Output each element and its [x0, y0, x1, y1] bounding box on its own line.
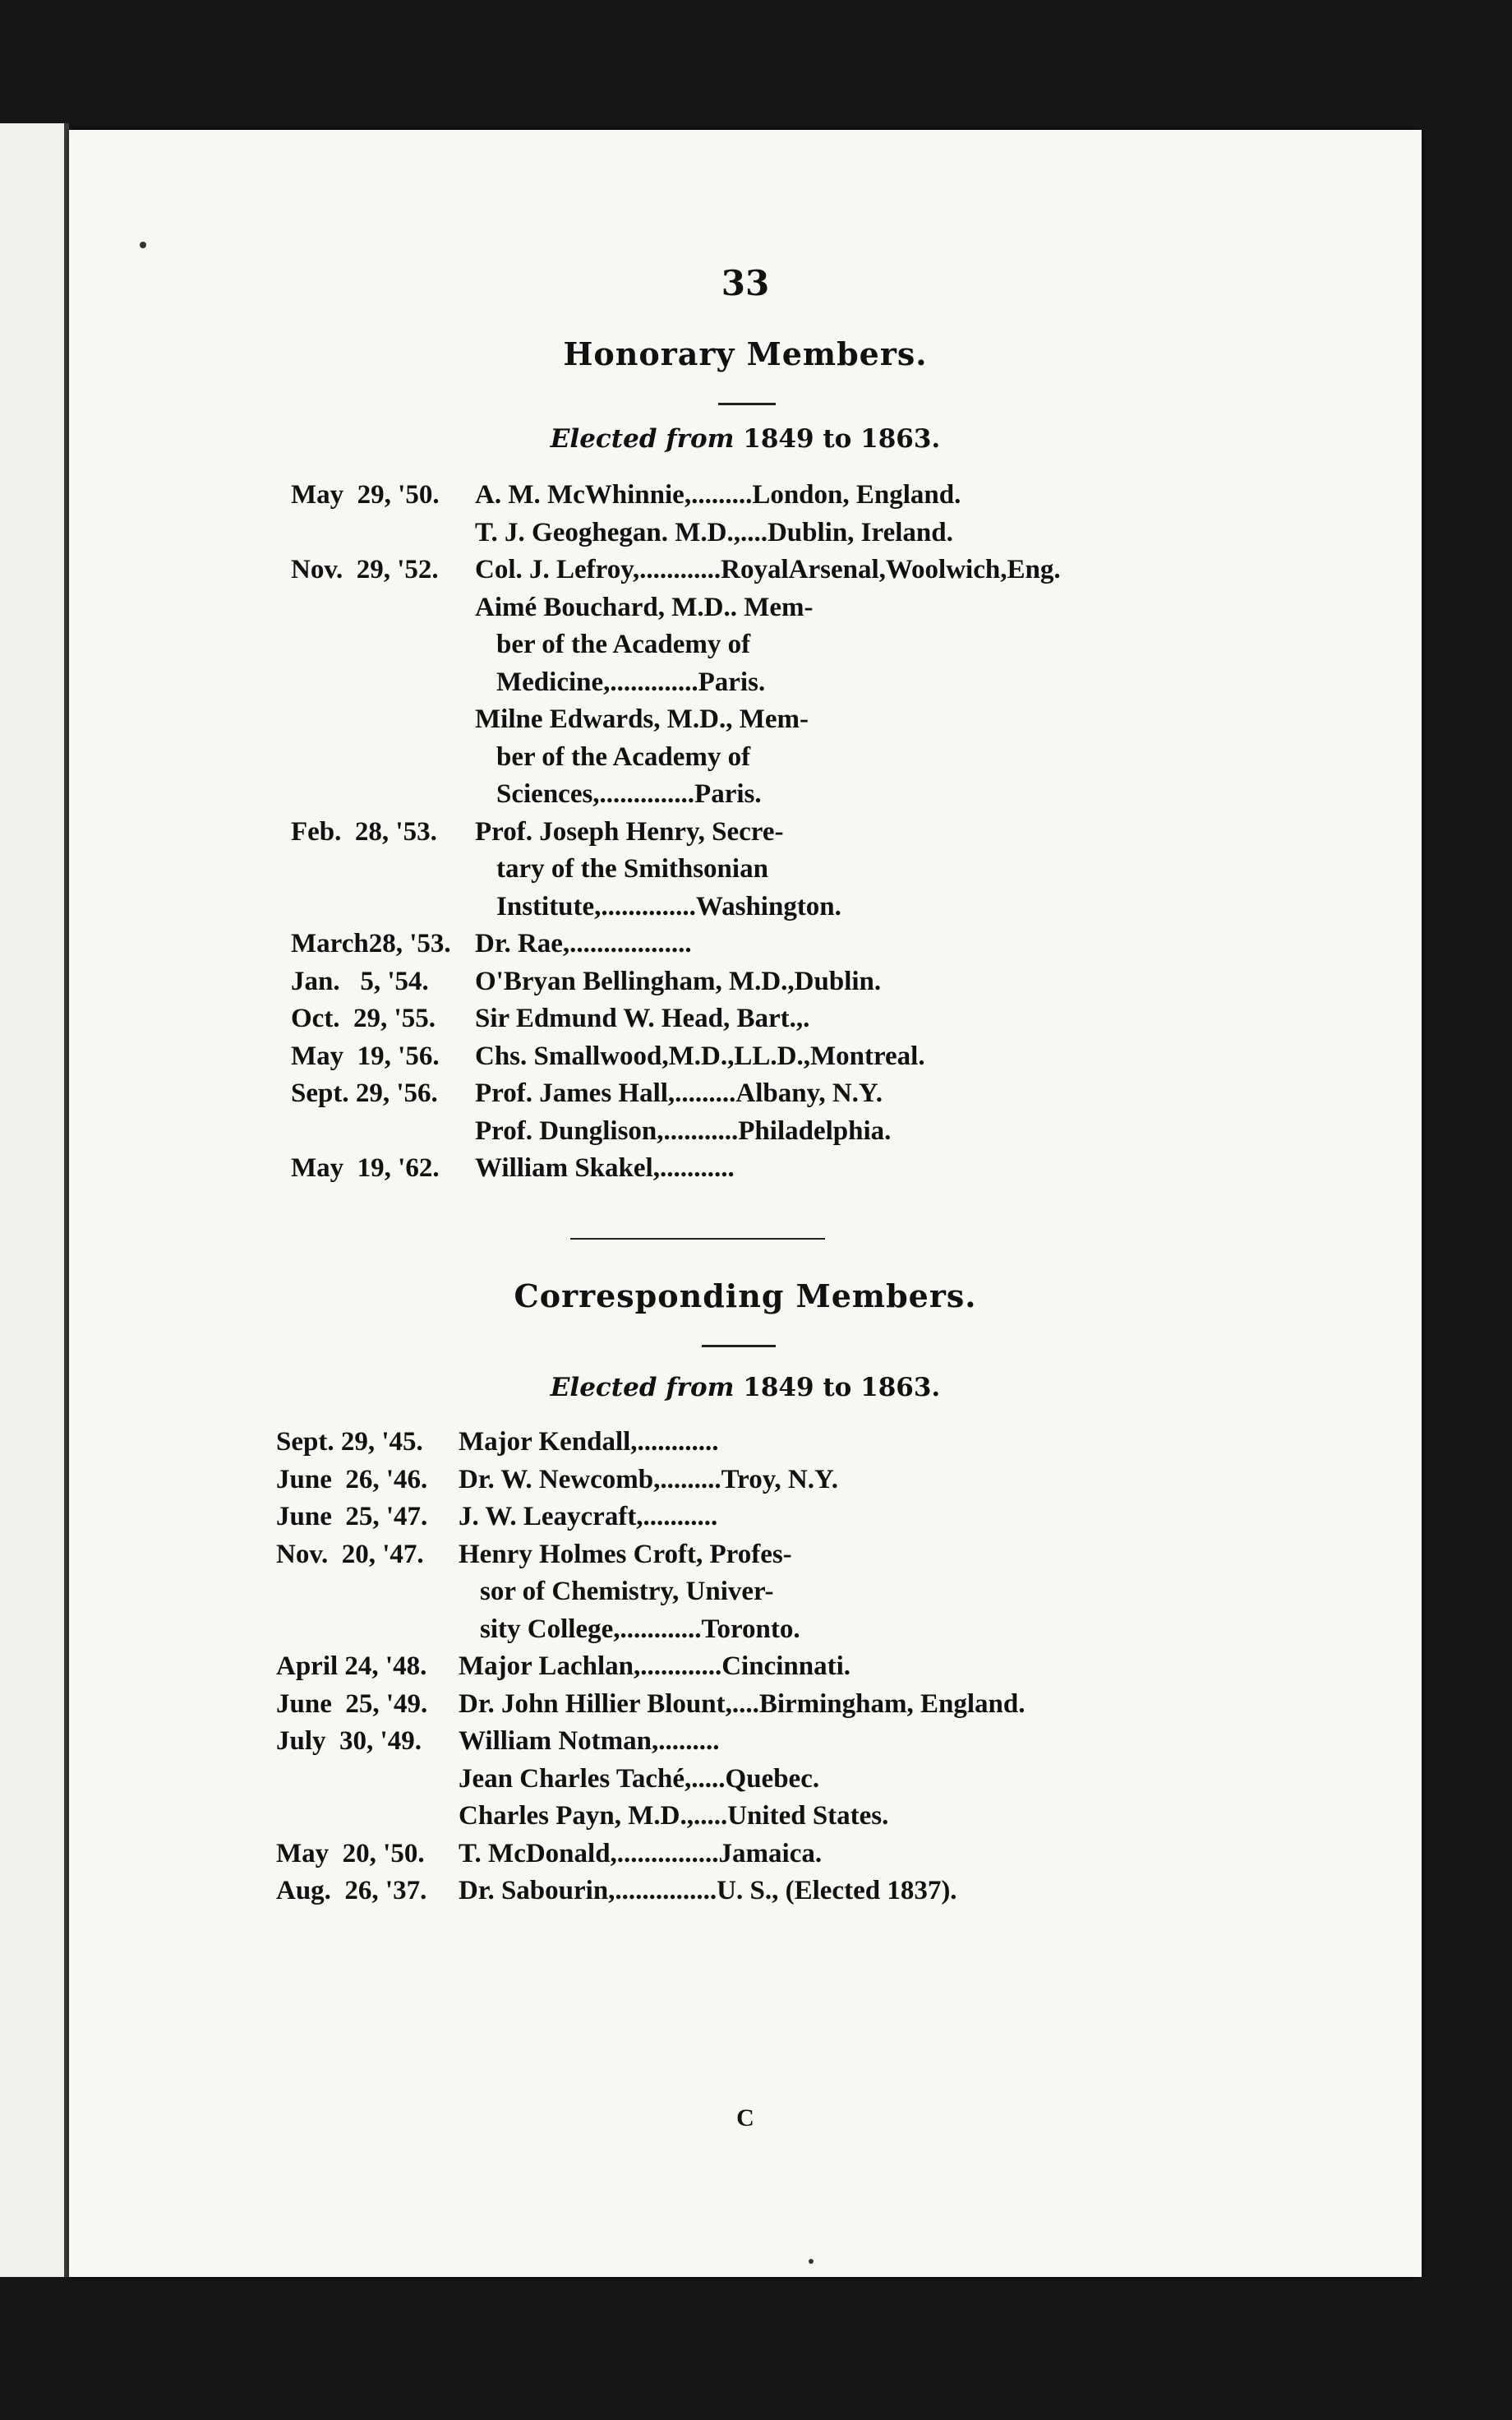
- corresponding-members-heading: Corresponding Members.: [514, 1277, 977, 1314]
- member-name: Medicine,.............Paris.: [496, 667, 766, 697]
- member-entry: [69, 817, 1422, 855]
- member-entry: [69, 593, 1422, 630]
- member-entry: [69, 1764, 1422, 1802]
- member-name: T. J. Geoghegan. M.D.,....Dublin, Ireland.: [475, 517, 953, 547]
- adjacent-page-edge: [0, 123, 69, 2277]
- member-entry: [69, 929, 1422, 967]
- document-page: [69, 130, 1422, 2277]
- member-name: J. W. Leaycraft,...........: [459, 1502, 718, 1531]
- member-entry: [69, 779, 1422, 817]
- member-entry: [69, 1004, 1422, 1041]
- member-entry: [69, 1427, 1422, 1465]
- election-date: June 25, '49.: [276, 1688, 428, 1719]
- election-date: Feb. 28, '53.: [291, 816, 437, 847]
- election-date: March28, '53.: [291, 929, 451, 958]
- member-name: ber of the Academy of: [496, 630, 751, 659]
- member-name: Aimé Bouchard, M.D.. Mem-: [475, 592, 814, 622]
- corresponding-elected-line: [69, 1373, 1422, 1402]
- member-entry: [69, 1078, 1422, 1116]
- member-entry: [69, 742, 1422, 780]
- election-date: Sept. 29, '56.: [291, 1078, 438, 1108]
- member-entry: [69, 1876, 1422, 1914]
- election-date: June 25, '47.: [276, 1502, 428, 1531]
- section-divider: [570, 1238, 825, 1240]
- member-name: Dr. Sabourin,...............U. S., (Elected 1837).: [459, 1876, 957, 1905]
- member-entry: [69, 1801, 1422, 1839]
- member-name: O'Bryan Bellingham, M.D.,Dublin.: [475, 966, 882, 996]
- member-entry: [69, 967, 1422, 1004]
- member-name: sor of Chemistry, Univer-: [480, 1577, 774, 1606]
- member-name: Dr. Rae,..................: [475, 929, 692, 958]
- member-name: Prof. Joseph Henry, Secre-: [475, 816, 784, 847]
- member-entry: [69, 667, 1422, 705]
- member-name: Prof. James Hall,.........Albany, N.Y.: [475, 1078, 883, 1108]
- member-name: T. McDonald,...............Jamaica.: [459, 1838, 823, 1868]
- member-name: Jean Charles Taché,.....Quebec.: [459, 1763, 820, 1794]
- member-entry: [69, 1041, 1422, 1079]
- member-entry: [69, 630, 1422, 667]
- member-name: Major Kendall,............: [459, 1427, 719, 1457]
- member-entry: [69, 1116, 1422, 1154]
- speck: [140, 242, 146, 248]
- member-entry: [69, 1651, 1422, 1689]
- member-name: Major Lachlan,............Cincinnati.: [459, 1651, 851, 1681]
- elected-years: 1849 to 1863.: [743, 424, 941, 454]
- election-date: May 19, '56.: [291, 1041, 440, 1071]
- member-name: Institute,..............Washington.: [496, 891, 841, 921]
- member-name: Charles Payn, M.D.,.....United States.: [459, 1801, 889, 1831]
- member-name: Dr. John Hillier Blount,....Birmingham, England.: [459, 1688, 1026, 1719]
- election-date: Jan. 5, '54.: [291, 966, 429, 996]
- signature-mark: C: [736, 2104, 754, 2131]
- election-date: June 26, '46.: [276, 1464, 428, 1494]
- election-date: Aug. 26, '37.: [276, 1876, 427, 1905]
- page-number: 33: [721, 263, 770, 303]
- election-date: May 20, '50.: [276, 1838, 425, 1868]
- member-entry: [69, 1502, 1422, 1540]
- member-name: tary of the Smithsonian: [496, 854, 768, 884]
- elected-years: 1849 to 1863.: [743, 1373, 941, 1402]
- member-name: William Notman,.........: [459, 1726, 720, 1756]
- elected-phrase: Elected from: [550, 424, 735, 454]
- election-date: Nov. 29, '52.: [291, 555, 439, 584]
- member-name: Col. J. Lefroy,............RoyalArsenal,Woolwich,Eng.: [475, 555, 1061, 584]
- honorary-members-heading: Honorary Members.: [563, 335, 928, 372]
- member-entry: [69, 1540, 1422, 1577]
- election-date: July 30, '49.: [276, 1726, 422, 1756]
- election-date: Oct. 29, '55.: [291, 1004, 436, 1033]
- heading-rule: [718, 403, 776, 405]
- member-name: Sciences,..............Paris.: [496, 779, 762, 809]
- elected-phrase: Elected from: [550, 1373, 735, 1402]
- member-name: A. M. McWhinnie,.........London, England.: [475, 480, 961, 510]
- election-date: May 29, '50.: [291, 480, 440, 510]
- member-name: Chs. Smallwood,M.D.,LL.D.,Montreal.: [475, 1041, 925, 1071]
- member-entry: [69, 1726, 1422, 1764]
- member-entry: [69, 1153, 1422, 1191]
- member-entry: [69, 1465, 1422, 1503]
- member-entry: [69, 1577, 1422, 1614]
- heading-rule: [702, 1345, 776, 1347]
- member-entry: [69, 480, 1422, 518]
- member-name: Sir Edmund W. Head, Bart.,.: [475, 1004, 810, 1033]
- election-date: Sept. 29, '45.: [276, 1427, 423, 1457]
- member-entry: [69, 1614, 1422, 1652]
- honorary-elected-line: [69, 424, 1422, 454]
- election-date: April 24, '48.: [276, 1651, 427, 1681]
- member-entry: [69, 892, 1422, 930]
- member-name: Henry Holmes Croft, Profes-: [459, 1539, 792, 1569]
- member-entry: [69, 1839, 1422, 1877]
- member-entry: [69, 518, 1422, 556]
- member-name: Milne Edwards, M.D., Mem-: [475, 704, 809, 734]
- member-name: Dr. W. Newcomb,.........Troy, N.Y.: [459, 1464, 839, 1494]
- member-name: sity College,............Toronto.: [480, 1614, 800, 1644]
- member-name: Prof. Dunglison,...........Philadelphia.: [475, 1115, 892, 1146]
- election-date: Nov. 20, '47.: [276, 1539, 424, 1569]
- speck: [809, 2259, 814, 2264]
- member-entry: [69, 854, 1422, 892]
- member-entry: [69, 1689, 1422, 1727]
- member-entry: [69, 704, 1422, 742]
- member-entry: [69, 555, 1422, 593]
- member-name: ber of the Academy of: [496, 741, 751, 772]
- election-date: May 19, '62.: [291, 1153, 440, 1183]
- member-name: William Skakel,...........: [475, 1153, 735, 1183]
